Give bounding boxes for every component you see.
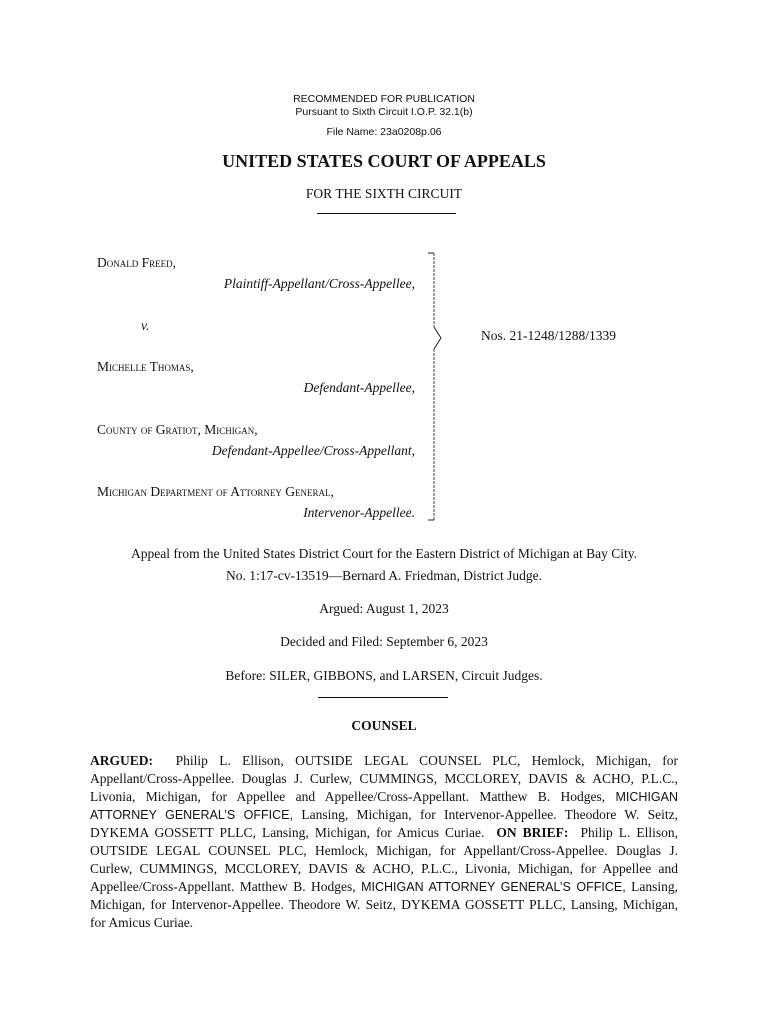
district-case: No. 1:17-cv-13519—Bernard A. Friedman, District Judge. (225, 568, 543, 583)
party-ag-name: Michigan Department of Attorney General, (97, 484, 334, 499)
argued-label: ARGUED: (90, 753, 153, 768)
counsel-heading: COUNSEL (351, 718, 417, 733)
versus: v. (141, 318, 150, 333)
panel-divider (318, 697, 448, 698)
file-name: File Name: 23a0208p.06 (326, 126, 442, 138)
argued-ag-office: MICHIGAN ATTORNEY GENERAL’S OFFICE, (90, 790, 678, 822)
iop-citation: Pursuant to Sixth Circuit I.O.P. 32.1(b) (295, 106, 473, 118)
court-title: UNITED STATES COURT OF APPEALS (222, 151, 546, 171)
title-divider (317, 213, 456, 214)
party-freed-name: Donald Freed, (97, 255, 177, 270)
argued-date: Argued: August 1, 2023 (319, 601, 449, 616)
argued-counsel-text: Philip L. Ellison, OUTSIDE LEGAL COUNSEL PLC, Hemlock, Michigan, for Appellant/Cross-Appellee. Douglas J. Curlew, CUMMINGS, MCCLOREY, DAVIS & ACHO, P.L.C., Livonia, Michigan, for Appellee and Appellee/Cross-Appellant. Matthew B. Hodges, (90, 753, 679, 804)
on-brief-label: ON BRIEF: (496, 825, 569, 840)
party-thomas-name: Michelle Thomas, (97, 359, 194, 374)
panel-judges: Before: SILER, GIBBONS, and LARSEN, Circuit Judges. (225, 668, 543, 683)
appeal-origin: Appeal from the United States District Court for the Eastern District of Michigan at Bay City. (130, 546, 637, 561)
case-numbers: Nos. 21-1248/1288/1339 (481, 328, 616, 343)
decided-date: Decided and Filed: September 6, 2023 (280, 634, 488, 649)
brief-counsel-text-2: Lansing, Michigan, for Intervenor-Appellee. Theodore W. Seitz, DYKEMA GOSSETT PLLC, Lansing, Michigan, for Amicus Curiae. (90, 879, 679, 930)
argued-counsel-text-2: Lansing, Michigan, for Intervenor-Appellee. Theodore W. Seitz, DYKEMA GOSSETT PLLC, Lansing, Michigan, for Amicus Curiae. (90, 807, 679, 840)
party-freed-role: Plaintiff-Appellant/Cross-Appellee, (223, 276, 415, 291)
brief-ag-office: MICHIGAN ATTORNEY GENERAL’S OFFICE, (361, 880, 626, 894)
party-county-role: Defendant-Appellee/Cross-Appellant, (211, 443, 415, 458)
counsel-paragraph (90, 752, 678, 932)
brief-counsel-text: Philip L. Ellison, OUTSIDE LEGAL COUNSEL PLC, Hemlock, Michigan, for Appellant/Cross-Appellee. Douglas J. Curlew, CUMMINGS, MCCLOREY, DAVIS & ACHO, P.L.C., Livonia, Michigan, for Appellee and Appellee/Cross-Appellant. Matthew B. Hodges, (90, 825, 679, 894)
party-ag-role: Intervenor-Appellee. (303, 505, 415, 520)
party-county-name: County of Gratiot, Michigan, (97, 422, 258, 437)
circuit-name: FOR THE SIXTH CIRCUIT (305, 186, 463, 201)
party-thomas-role: Defendant-Appellee, (303, 380, 415, 395)
caption-bracket (425, 252, 449, 524)
publication-status: RECOMMENDED FOR PUBLICATION (293, 93, 475, 105)
